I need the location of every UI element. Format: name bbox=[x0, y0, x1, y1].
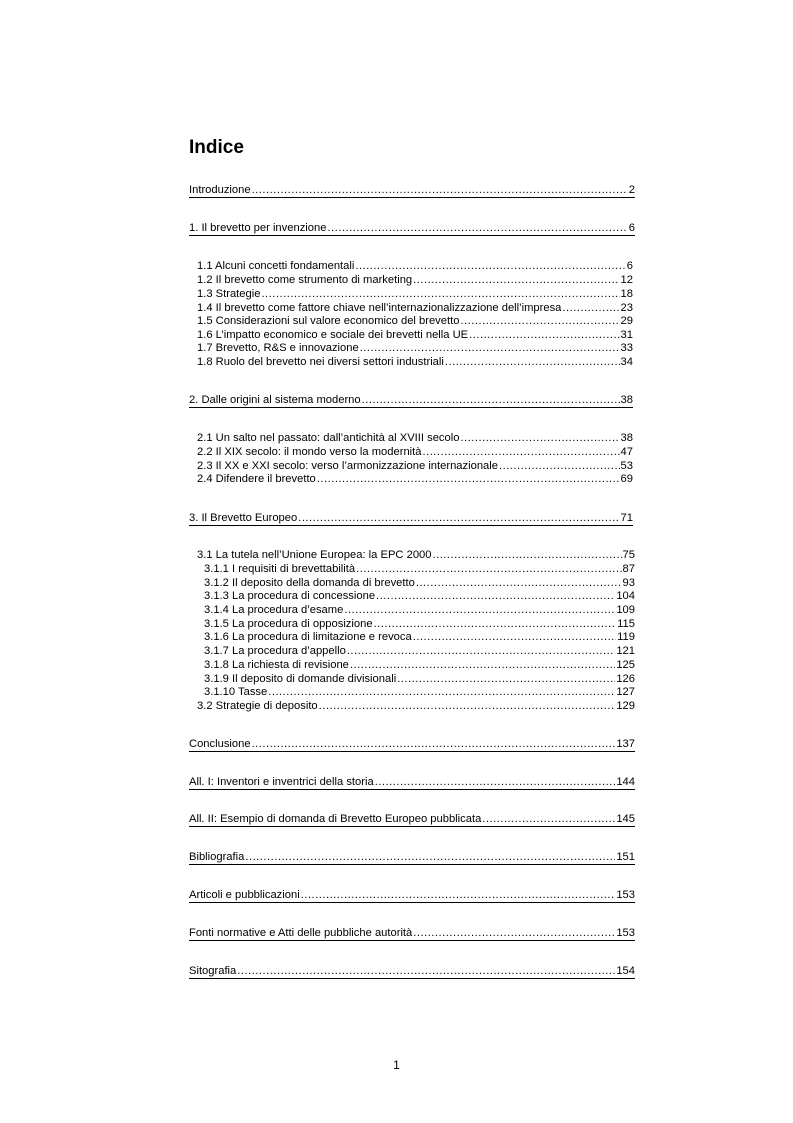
toc-leader-dots bbox=[460, 314, 619, 328]
toc-entry-page: 137 bbox=[616, 738, 635, 750]
toc-entry-label: 2.4 Difendere il brevetto bbox=[197, 473, 316, 485]
toc-entry-page: 115 bbox=[617, 618, 635, 630]
toc-entry-3-1-9[interactable] bbox=[204, 672, 635, 686]
toc-entry-page: 87 bbox=[622, 563, 635, 575]
toc-entry-page: 127 bbox=[616, 686, 635, 698]
toc-entry-page: 29 bbox=[620, 315, 633, 327]
toc-entry-conclusione[interactable] bbox=[189, 737, 635, 752]
toc-entry-label: 3.1.9 Il deposito di domande divisionali bbox=[204, 673, 397, 685]
toc-entry-label: 3.1.5 La procedura di opposizione bbox=[204, 618, 373, 630]
toc-entry-1-6[interactable] bbox=[197, 328, 633, 342]
toc-leader-dots bbox=[252, 183, 628, 197]
toc-entry-allegato-2[interactable] bbox=[189, 812, 635, 827]
toc-leader-dots bbox=[422, 445, 619, 459]
toc-leader-dots bbox=[268, 685, 615, 699]
toc-entry-3-1-2[interactable] bbox=[204, 576, 635, 590]
toc-leader-dots bbox=[360, 341, 620, 355]
toc-leader-dots bbox=[413, 630, 616, 644]
toc-entry-3-1[interactable] bbox=[197, 548, 635, 562]
toc-entry-page: 38 bbox=[620, 394, 633, 406]
toc-entry-label: 1.2 Il brevetto come strumento di marketing bbox=[197, 274, 413, 286]
toc-leader-dots bbox=[245, 850, 615, 864]
toc-entry-page: 47 bbox=[620, 446, 633, 458]
toc-entry-label: 3.1.6 La procedura di limitazione e revoca bbox=[204, 631, 412, 643]
toc-entry-label: 1.1 Alcuni concetti fondamentali bbox=[197, 260, 355, 272]
toc-entry-3-1-7[interactable] bbox=[204, 644, 635, 658]
toc-leader-dots bbox=[355, 259, 625, 273]
toc-leader-dots bbox=[261, 287, 619, 301]
toc-entry-label: 1.7 Brevetto, R&S e innovazione bbox=[197, 342, 359, 354]
toc-leader-dots bbox=[469, 328, 619, 342]
toc-entry-page: 93 bbox=[622, 577, 635, 589]
toc-entry-2-3[interactable] bbox=[197, 459, 633, 473]
toc-entry-label: 3.1.3 La procedura di concessione bbox=[204, 590, 376, 602]
toc-entry-page: 6 bbox=[626, 260, 633, 272]
toc-entry-3-1-5[interactable] bbox=[204, 617, 635, 631]
toc-leader-dots bbox=[319, 699, 616, 713]
toc-entry-page: 12 bbox=[620, 274, 633, 286]
toc-leader-dots bbox=[376, 589, 615, 603]
page-title: Indice bbox=[189, 137, 244, 158]
toc-leader-dots bbox=[350, 658, 615, 672]
toc-entry-allegato-1[interactable] bbox=[189, 775, 635, 790]
toc-entry-label: 3. Il Brevetto Europeo bbox=[189, 512, 298, 524]
toc-entry-label: Introduzione bbox=[189, 184, 251, 196]
toc-leader-dots bbox=[298, 511, 619, 525]
toc-leader-dots bbox=[445, 355, 620, 369]
toc-entry-1-1[interactable] bbox=[197, 259, 633, 273]
toc-entry-page: 31 bbox=[620, 329, 633, 341]
toc-entry-page: 129 bbox=[616, 700, 635, 712]
toc-entry-label: 2.3 Il XX e XXI secolo: verso l’armonizzazione internazionale bbox=[197, 460, 498, 472]
toc-entry-label: 3.2 Strategie di deposito bbox=[197, 700, 318, 712]
toc-leader-dots bbox=[499, 459, 620, 473]
toc-entry-label: 2.1 Un salto nel passato: dall’antichità al XVIII secolo bbox=[197, 432, 460, 444]
toc-entry-3-1-3[interactable] bbox=[204, 589, 635, 603]
toc-entry-label: 3.1.4 La procedura d’esame bbox=[204, 604, 344, 616]
toc-leader-dots bbox=[413, 273, 619, 287]
toc-entry-label: 3.1.10 Tasse bbox=[204, 686, 268, 698]
toc-entry-page: 119 bbox=[617, 631, 635, 643]
toc-entry-page: 6 bbox=[628, 222, 635, 234]
toc-entry-3-1-8[interactable] bbox=[204, 658, 635, 672]
toc-entry-page: 53 bbox=[620, 460, 633, 472]
toc-entry-label: 1.3 Strategie bbox=[197, 288, 261, 300]
toc-entry-label: 1.5 Considerazioni sul valore economico del brevetto bbox=[197, 315, 460, 327]
toc-entry-label: 2. Dalle origini al sistema moderno bbox=[189, 394, 361, 406]
toc-leader-dots bbox=[301, 888, 616, 902]
toc-entry-label: 1.6 L’impatto economico e sociale dei brevetti nella UE bbox=[197, 329, 469, 341]
toc-leader-dots bbox=[347, 644, 616, 658]
toc-entry-1-5[interactable] bbox=[197, 314, 633, 328]
toc-entry-label: All. I: Inventori e inventrici della storia bbox=[189, 776, 374, 788]
toc-entry-1-7[interactable] bbox=[197, 341, 633, 355]
toc-leader-dots bbox=[460, 431, 619, 445]
toc-entry-2-1[interactable] bbox=[197, 431, 633, 445]
toc-leader-dots bbox=[562, 301, 619, 315]
toc-leader-dots bbox=[317, 472, 620, 486]
toc-entry-page: 145 bbox=[616, 813, 635, 825]
toc-entry-chapter-3[interactable] bbox=[189, 511, 633, 526]
toc-entry-page: 18 bbox=[620, 288, 633, 300]
toc-entry-3-1-4[interactable] bbox=[204, 603, 635, 617]
toc-entry-page: 121 bbox=[616, 645, 635, 657]
toc-leader-dots bbox=[327, 221, 627, 235]
toc-entry-chapter-1[interactable] bbox=[189, 221, 635, 236]
toc-leader-dots bbox=[482, 812, 615, 826]
toc-entry-chapter-2[interactable] bbox=[189, 393, 633, 408]
toc-entry-label: Sitografia bbox=[189, 965, 237, 977]
toc-entry-label: Fonti normative e Atti delle pubbliche autorità bbox=[189, 927, 413, 939]
toc-leader-dots bbox=[413, 926, 615, 940]
toc-leader-dots bbox=[362, 393, 620, 407]
toc-leader-dots bbox=[344, 603, 615, 617]
toc-entry-page: 104 bbox=[616, 590, 635, 602]
toc-entry-label: All. II: Esempio di domanda di Brevetto Europeo pubblicata bbox=[189, 813, 482, 825]
toc-leader-dots bbox=[432, 548, 621, 562]
toc-entry-3-1-6[interactable] bbox=[204, 630, 635, 644]
toc-leader-dots bbox=[252, 737, 616, 751]
toc-entry-page: 144 bbox=[616, 776, 635, 788]
toc-entry-label: 3.1.1 I requisiti di brevettabilità bbox=[204, 563, 356, 575]
toc-entry-label: 3.1.7 La procedura d’appello bbox=[204, 645, 346, 657]
toc-entry-label: 3.1 La tutela nell’Unione Europea: la EPC 2000 bbox=[197, 549, 432, 561]
toc-leader-dots bbox=[356, 562, 621, 576]
toc-entry-introduzione[interactable] bbox=[189, 183, 635, 198]
toc-entry-page: 109 bbox=[616, 604, 635, 616]
toc-entry-page: 75 bbox=[622, 549, 635, 561]
toc-entry-2-2[interactable] bbox=[197, 445, 633, 459]
toc-entry-page: 33 bbox=[620, 342, 633, 354]
toc-entry-3-1-10[interactable] bbox=[204, 685, 635, 699]
toc-entry-label: Conclusione bbox=[189, 738, 251, 750]
toc-entry-page: 153 bbox=[616, 927, 635, 939]
toc-entry-page: 154 bbox=[616, 965, 635, 977]
toc-entry-page: 2 bbox=[628, 184, 635, 196]
page-number: 1 bbox=[393, 1058, 400, 1072]
toc-leader-dots bbox=[375, 775, 616, 789]
toc-entry-1-2[interactable] bbox=[197, 273, 633, 287]
toc-entry-3-1-1[interactable] bbox=[204, 562, 635, 576]
toc-entry-label: 3.1.8 La richiesta di revisione bbox=[204, 659, 349, 671]
toc-entry-2-4[interactable] bbox=[197, 472, 633, 486]
toc-entry-bibliografia[interactable] bbox=[189, 850, 635, 865]
toc-entry-label: Articoli e pubblicazioni bbox=[189, 889, 300, 901]
toc-leader-dots bbox=[374, 617, 617, 631]
toc-entry-page: 125 bbox=[616, 659, 635, 671]
toc-entry-1-8[interactable] bbox=[197, 355, 633, 369]
toc-entry-label: Bibliografia bbox=[189, 851, 245, 863]
toc-entry-3-2[interactable] bbox=[197, 699, 635, 713]
toc-entry-label: 1. Il brevetto per invenzione bbox=[189, 222, 327, 234]
toc-leader-dots bbox=[397, 672, 615, 686]
toc-entry-fonti-normative[interactable] bbox=[189, 926, 635, 941]
toc-entry-1-4[interactable] bbox=[197, 301, 633, 315]
toc-entry-page: 23 bbox=[620, 302, 633, 314]
toc-entry-page: 69 bbox=[620, 473, 633, 485]
toc-entry-label: 1.8 Ruolo del brevetto nei diversi settori industriali bbox=[197, 356, 444, 368]
toc-entry-1-3[interactable] bbox=[197, 287, 633, 301]
toc-leader-dots bbox=[416, 576, 622, 590]
toc-leader-dots bbox=[237, 964, 615, 978]
toc-entry-articoli[interactable] bbox=[189, 888, 635, 903]
toc-entry-page: 153 bbox=[616, 889, 635, 901]
toc-entry-label: 2.2 Il XIX secolo: il mondo verso la modernità bbox=[197, 446, 422, 458]
toc-entry-page: 71 bbox=[620, 512, 633, 524]
toc-entry-page: 34 bbox=[620, 356, 633, 368]
toc-entry-label: 1.4 Il brevetto come fattore chiave nell’internazionalizzazione dell’impresa bbox=[197, 302, 562, 314]
toc-entry-page: 151 bbox=[616, 851, 635, 863]
toc-entry-sitografia[interactable] bbox=[189, 964, 635, 979]
toc-entry-page: 38 bbox=[620, 432, 633, 444]
toc-entry-page: 126 bbox=[616, 673, 635, 685]
toc-entry-label: 3.1.2 Il deposito della domanda di brevetto bbox=[204, 577, 415, 589]
